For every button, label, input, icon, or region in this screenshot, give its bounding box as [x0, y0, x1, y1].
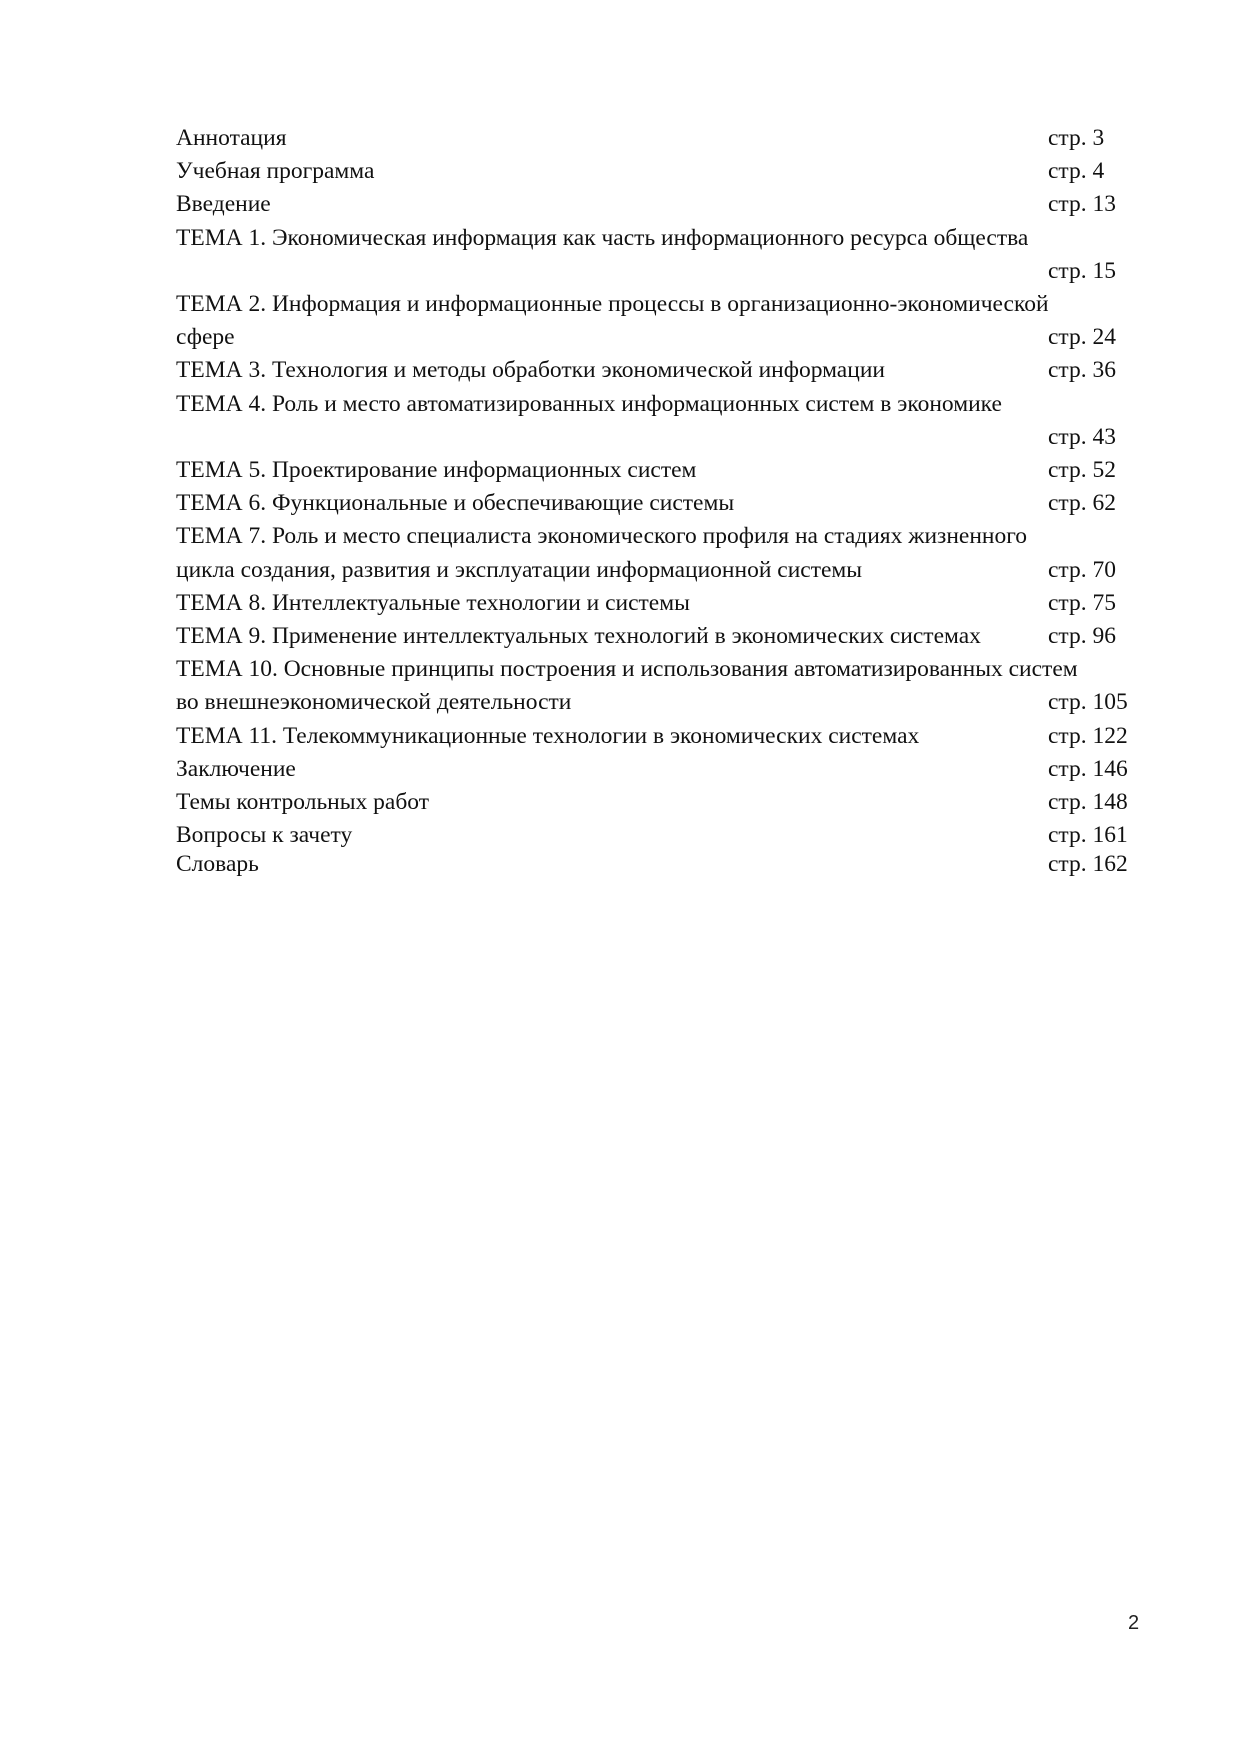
- toc-entry-page: стр. 70: [1048, 556, 1116, 583]
- toc-entry-page: стр. 75: [1048, 589, 1116, 616]
- toc-entry-title: Заключение: [176, 755, 296, 782]
- toc-entry-title: Словарь: [176, 851, 259, 878]
- toc-line: [176, 720, 1136, 753]
- toc-entry-topic-10[interactable]: [176, 653, 1136, 719]
- toc-line: [176, 255, 1136, 288]
- toc-line: [176, 620, 1136, 653]
- toc-entry-title-continued: цикла создания, развития и эксплуатации информационной системы: [176, 556, 863, 583]
- toc-entry-topic-5[interactable]: [176, 454, 1136, 487]
- toc-line: [176, 520, 1136, 553]
- toc-entry-page: стр. 13: [1048, 191, 1116, 218]
- toc-entry-topic-11[interactable]: [176, 720, 1136, 753]
- toc-entry-title: ТЕМА 10. Основные принципы построения и использования автоматизированных систем: [176, 656, 1078, 683]
- toc-line: [176, 786, 1136, 819]
- toc-entry-title: ТЕМА 5. Проектирование информационных систем: [176, 457, 697, 484]
- toc-entry-page: стр. 148: [1048, 789, 1128, 816]
- toc-entry-title: Темы контрольных работ: [176, 789, 430, 816]
- toc-entry-page: стр. 15: [1048, 257, 1116, 284]
- toc-line: [176, 554, 1136, 587]
- toc-entry-page: стр. 62: [1048, 490, 1116, 517]
- toc-line: [176, 188, 1136, 221]
- toc-entry-topic-1[interactable]: [176, 222, 1136, 288]
- toc-line: [176, 388, 1136, 421]
- toc-line: [176, 155, 1136, 188]
- toc-line: [176, 122, 1136, 155]
- toc-entry-topic-4[interactable]: [176, 388, 1136, 454]
- toc-entry-glossary[interactable]: [176, 848, 1136, 881]
- toc-entry-page: стр. 52: [1048, 457, 1116, 484]
- toc-entry-title-continued: сфере: [176, 324, 235, 351]
- toc-entry-annotation[interactable]: [176, 122, 1136, 155]
- toc-entry-title: ТЕМА 6. Функциональные и обеспечивающие системы: [176, 490, 735, 517]
- toc-entry-page: стр. 96: [1048, 623, 1116, 650]
- toc-line: [176, 454, 1136, 487]
- toc-entry-assignment-topics[interactable]: [176, 786, 1136, 819]
- toc-entry-title: Вопросы к зачету: [176, 822, 353, 849]
- toc-entry-title: ТЕМА 3. Технология и методы обработки экономической информации: [176, 357, 885, 384]
- toc-entry-page: стр. 146: [1048, 755, 1128, 782]
- toc-entry-page: стр. 43: [1048, 423, 1116, 450]
- toc-entry-page: стр. 161: [1048, 822, 1128, 849]
- toc-entry-topic-6[interactable]: [176, 487, 1136, 520]
- toc-line: [176, 321, 1136, 354]
- toc-line: [176, 753, 1136, 786]
- toc-entry-title: Учебная программа: [176, 158, 375, 185]
- toc-line: [176, 421, 1136, 454]
- toc-line: [176, 686, 1136, 719]
- toc-line: [176, 587, 1136, 620]
- toc-entry-title: ТЕМА 1. Экономическая информация как часть информационного ресурса общества: [176, 224, 1029, 251]
- toc-entry-title: ТЕМА 11. Телекоммуникационные технологии в экономических системах: [176, 722, 920, 749]
- toc-entry-page: стр. 24: [1048, 324, 1116, 351]
- toc-line: [176, 222, 1136, 255]
- toc-entry-topic-3[interactable]: [176, 354, 1136, 387]
- toc-line: [176, 848, 1136, 881]
- toc-entry-page: стр. 162: [1048, 851, 1128, 878]
- toc-entry-title: ТЕМА 2. Информация и информационные процессы в организационно-экономической: [176, 291, 1049, 318]
- toc-entry-curriculum[interactable]: [176, 155, 1136, 188]
- toc-line: [176, 653, 1136, 686]
- toc-line: [176, 487, 1136, 520]
- toc-entry-page: стр. 122: [1048, 722, 1128, 749]
- table-of-contents: [176, 122, 1136, 882]
- toc-entry-page: стр. 3: [1048, 125, 1105, 151]
- toc-entry-title: ТЕМА 9. Применение интеллектуальных технологий в экономических системах: [176, 623, 981, 650]
- toc-entry-title: ТЕМА 8. Интеллектуальные технологии и системы: [176, 589, 690, 616]
- page-number: 2: [1128, 1612, 1140, 1634]
- toc-entry-page: стр. 105: [1048, 689, 1128, 716]
- toc-entry-title: ТЕМА 4. Роль и место автоматизированных информационных систем в экономике: [176, 390, 1002, 417]
- toc-entry-title: Аннотация: [176, 125, 287, 151]
- toc-entry-introduction[interactable]: [176, 188, 1136, 221]
- toc-entry-topic-7[interactable]: [176, 520, 1136, 586]
- toc-entry-topic-8[interactable]: [176, 587, 1136, 620]
- toc-entry-title: ТЕМА 7. Роль и место специалиста экономического профиля на стадиях жизненного: [176, 523, 1028, 550]
- toc-entry-page: стр. 36: [1048, 357, 1116, 384]
- toc-entry-page: стр. 4: [1048, 158, 1105, 185]
- toc-entry-conclusion[interactable]: [176, 753, 1136, 786]
- toc-entry-topic-9[interactable]: [176, 620, 1136, 653]
- toc-entry-title-continued: во внешнеэкономической деятельности: [176, 689, 572, 716]
- toc-entry-topic-2[interactable]: [176, 288, 1136, 354]
- toc-line: [176, 354, 1136, 387]
- toc-entry-title: Введение: [176, 191, 271, 218]
- toc-line: [176, 288, 1136, 321]
